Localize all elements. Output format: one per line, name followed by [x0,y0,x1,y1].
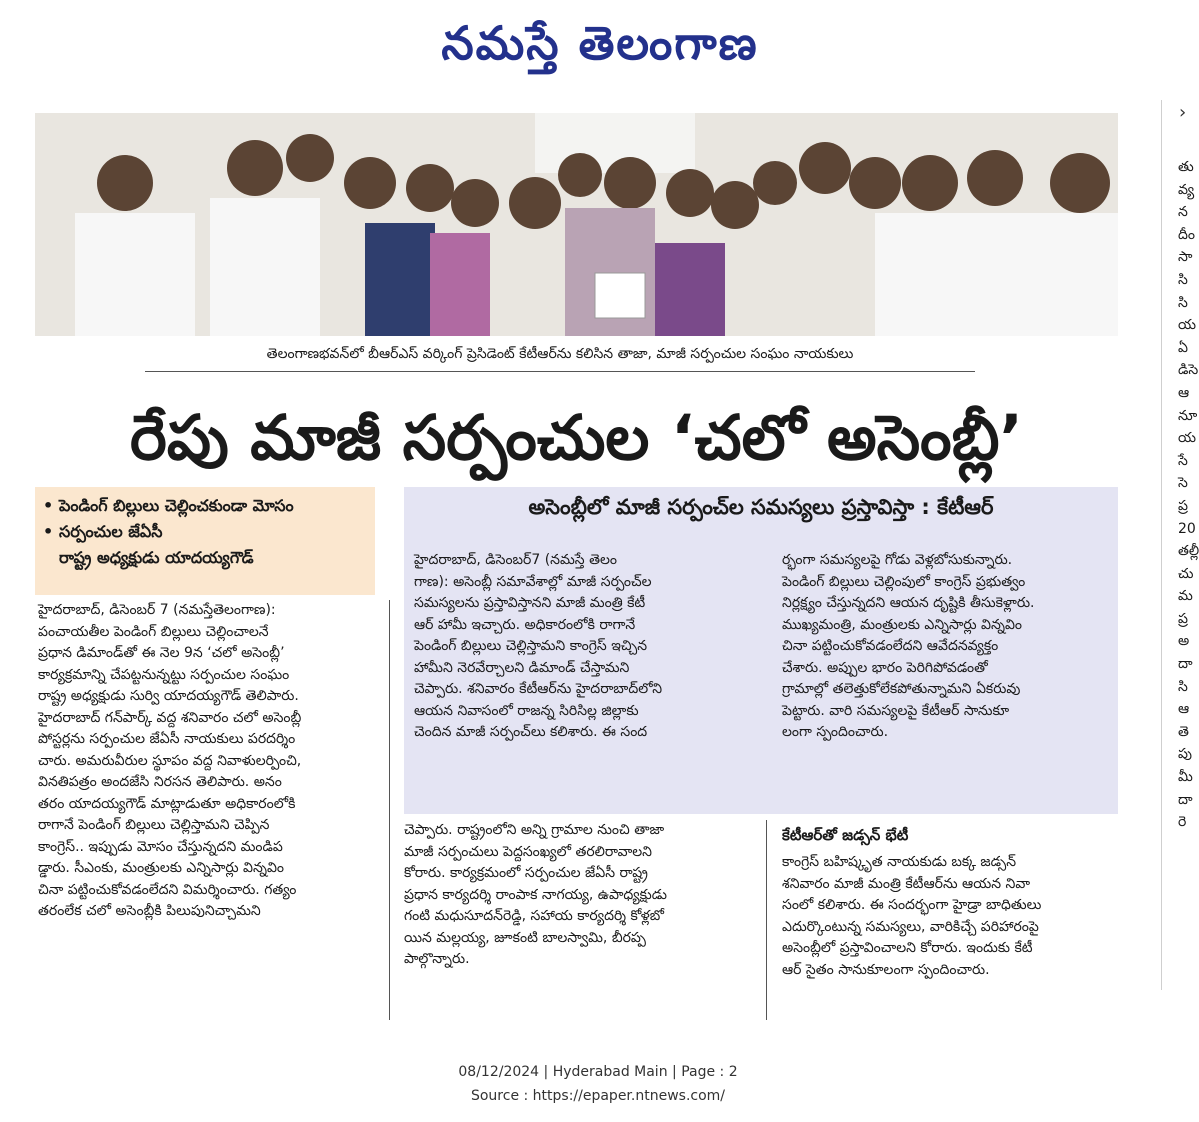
column-divider [389,600,390,1020]
text-line: చేశారు. అప్పుల భారం పెరిగిపోవడంతో [782,659,988,676]
text-line: పాల్గొన్నారు. [404,951,470,967]
ktr-article-subhead: అసెంబ్లీలో మాజీ సర్పంచ్‌ల సమస్యలు ప్రస్తావిస్తా : కేటీఆర్‌ [528,495,994,519]
text-line: చినా పట్టించుకోవడంలేదని విమర్శించారు. గత్యం [38,881,297,898]
text-fragment: పు [1178,746,1192,763]
text-line: మాజీ సర్పంచులు పెద్దసంఖ్యలో తరలిరావాలని [404,843,653,860]
text-line: శనివారం మాజీ మంత్రి కేటీఆర్‌ను ఆయన నివా [782,875,1031,892]
text-fragment: నూ [1178,407,1198,424]
text-fragment: రె [1178,814,1187,831]
text-fragment: ఆ [1178,701,1190,718]
text-line: గ్రామాల్లో తలెత్తుకోలేకపోతున్నామని ఏకరువు [782,681,1021,697]
text-line: పెండింగ్‌ బిల్లులు చెల్లిస్తామని కాంగ్రెస్‌ ఇచ్చిన [414,638,648,654]
text-line: పెండింగ్‌ బిల్లులు చెల్లింపులో కాంగ్రెస్‌ ప్రభుత్వం [782,573,1026,590]
highlight-item: • సర్పంచుల జేఏసీ [43,519,367,545]
text-line: హామీని నెరవేర్చాలని డిమాండ్‌ చేస్తామని [414,659,630,676]
text-line: సమస్యలను ప్రస్తావిస్తానని మాజీ మంత్రి కేటీ [414,595,646,611]
text-fragment: దా [1178,791,1193,808]
column-divider [766,820,767,1020]
text-fragment: దా [1178,656,1193,673]
text-fragment: సి [1178,271,1188,288]
photo-caption: తెలంగాణభవన్‌లో బీఆర్‌ఎస్‌ వర్కింగ్‌ ప్రెసిడెంట్‌ కేటీఆర్‌ను కలిసిన తాజా, మాజీ సర్పంచుల సంఘం నాయకులు [145,346,975,372]
edition-info: 08/12/2024 | Hyderabad Main | Page : 2 [458,1064,738,1080]
text-line: కోరారు. కార్యక్రమంలో సర్పంచుల జేఏసీ రాష్ట్ర [404,865,648,881]
text-line: తరంలేక చలో అసెంబ్లీకి పిలుపునిచ్చామని [38,903,261,919]
text-fragment: అ [1178,633,1190,650]
text-line: చెందిన మాజీ సర్పంచ్‌లు కలిశారు. ఈ సంద [414,724,648,740]
text-fragment: సి [1178,294,1188,311]
text-fragment: సె [1178,475,1188,492]
text-line: గాణ): అసెంబ్లీ సమావేశాల్లో మాజీ సర్పంచ్‌ల [414,573,652,590]
source-link[interactable]: Source : https://epaper.ntnews.com/ [470,1088,726,1104]
adjacent-article-text [1162,100,1197,834]
bullet-icon: • [43,522,54,541]
text-fragment: దీం [1178,226,1195,243]
text-line: చారు. అమరువీరుల స్థూపం వద్ద నివాళులర్పించి, [38,752,302,769]
text-line: నిర్లక్ష్యం చేస్తున్నదని ఆయన దృష్టికి తీసుకెళ్లారు. [782,595,1035,611]
text-line: తరం యాదయ్యగౌడ్‌ మాట్లాడుతూ అధికారంలోకి [38,795,296,812]
group-photo-illustration [35,113,1118,336]
highlights-box [35,487,375,595]
text-line: పంచాయతీల పెండింగ్‌ బిల్లులు చెల్లించాలనే [38,623,269,640]
text-fragment: వ్య [1178,181,1195,198]
text-fragment: ప్ర [1178,497,1188,514]
text-fragment: ఆ [1178,384,1190,401]
text-line: కాంగ్రెస్‌ బహిష్కృత నాయకుడు బక్క జడ్సన్‌ [782,854,1017,870]
text-fragment: డిసె [1178,362,1199,379]
text-line: ఆర్‌ సైతం సానుకూలంగా స్పందించారు. [782,961,990,978]
text-line: వినతిపత్రం అందజేసి నిరసన తెలిపారు. అనం [38,774,282,790]
text-line: ప్రధాన కార్యదర్శి రాంపాక నాగయ్య, ఉపాధ్యక్షుడు [404,886,667,903]
ktr-article-column-a [414,550,744,744]
news-photo [35,113,1118,336]
text-line: ర్భంగా సమస్యలపై గోడు వెళ్లబోసుకున్నారు. [782,552,1013,568]
text-line: యిన మల్లయ్య, జూకంటి బాలస్వామి, బీరప్ప [404,929,646,946]
judson-article-subhead: కేటీఆర్‌తో జడ్సన్‌ భేటీ [782,826,909,844]
text-fragment: మీ [1178,769,1193,786]
text-line: అసెంబ్లీలో ప్రస్తావించాలని కోరారు. ఇందుకు కేటీ [782,940,1033,956]
text-line: పోస్టర్లను సర్పంచుల జేఏసీ నాయకులు పరదర్శిం [38,731,296,747]
text-line: హైదరాబాద్‌, డిసెంబర్‌ 7 (నమస్తేతెలంగాణ): [38,602,276,618]
text-line: ఆయన నివాసంలో రాజన్న సిరిసిల్ల జిల్లాకు [414,702,639,719]
chevron-right-icon[interactable]: › [1179,102,1187,123]
text-line: కాంగ్రెస్‌.. ఇప్పుడు మోసం చేస్తున్నదని మండిప [38,838,283,855]
article-body-column-1 [38,600,378,923]
text-fragment: ప్ర [1178,610,1188,627]
text-fragment: సే [1178,452,1188,469]
text-line: చెప్పారు. శనివారం కేటీఆర్‌ను హైదరాబాద్‌లోని [414,681,663,697]
adjacent-article-strip [1161,100,1197,990]
newspaper-masthead: నమస్తే తెలంగాణ [441,16,759,70]
text-line: గంటి మధుసూదన్‌రెడ్డి, సహాయ కార్యదర్శి కోళ్లబో [404,908,665,924]
text-line: లంగా స్పందించారు. [782,724,889,740]
ktr-article-column-b [782,550,1112,744]
page-footer [0,1060,1196,1108]
text-line: ఆర్‌ హామీ ఇచ్చారు. అధికారంలోకి రాగానే [414,616,636,633]
text-fragment: య [1178,430,1197,447]
text-line: రాగానే పెండింగ్‌ బిల్లులు చెల్లిస్తామని చెప్పిన [38,817,270,833]
judson-article-body [782,852,1117,981]
text-line: ప్రధాన డిమాండ్‌తో ఈ నెల 9న ‘చలో అసెంబ్లీ’ [38,645,285,661]
text-line: చెప్పారు. రాష్ట్రంలోని అన్ని గ్రామాల నుంచి తాజా [404,822,665,838]
text-line: డ్డారు. సీఎంకు, మంత్రులకు ఎన్నిసార్లు విన్నవిం [38,860,285,876]
text-fragment: చు [1178,565,1194,582]
text-fragment: య [1178,317,1197,334]
text-line: రాష్ట్ర అధ్యక్షుడు సుర్వి యాదయ్యగౌడ్‌ తెలిపారు. [38,688,299,704]
text-fragment: తు [1178,159,1194,175]
article-body-column-2 [404,820,754,971]
text-fragment: మ [1178,588,1193,605]
text-fragment: తల్లీ [1178,543,1199,560]
main-headline: రేపు మాజీ సర్పంచుల ‘చలో అసెంబ్లీ’ [130,401,1023,474]
text-line: హైదరాబాద్‌, డిసెంబర్‌7 (నమస్తే తెలం [414,552,617,568]
text-line: చినా పట్టించుకోవడంలేదని ఆవేదనవ్యక్తం [782,638,999,654]
text-fragment: 20 [1178,520,1196,537]
text-line: ముఖ్యమంత్రి, మంత్రులకు ఎన్నిసార్లు విన్నవిం [782,616,1022,633]
text-line: సంలో కలిశారు. ఈ సందర్భంగా హైడ్రా బాధితులు [782,897,1042,913]
bullet-icon: • [43,496,54,515]
text-fragment: తె [1178,723,1189,740]
text-fragment: సా [1178,249,1193,266]
text-fragment: ఏ [1178,339,1188,356]
highlight-item: • పెండింగ్‌ బిల్లులు చెల్లించకుండా మోసం [43,493,367,519]
text-line: హైదరాబాద్‌ గన్‌పార్క్‌ వద్ద శనివారం చలో అసెంబ్లీ [38,709,302,726]
text-line: పెట్టారు. వారి సమస్యలపై కేటీఆర్‌ సానుకూ [782,702,1010,719]
highlight-item: రాష్ట్ర అధ్యక్షుడు యాదయ్యగౌడ్‌ [59,548,254,567]
text-line: కార్యక్రమాన్ని చేపట్టనున్నట్టు సర్పంచుల సంఘం [38,666,290,683]
text-fragment: సి [1178,678,1188,695]
text-fragment: న [1178,204,1188,221]
text-line: ఎదుర్కొంటున్న సమస్యలు, వారికిచ్చే పరిహారంపై [782,918,1039,935]
